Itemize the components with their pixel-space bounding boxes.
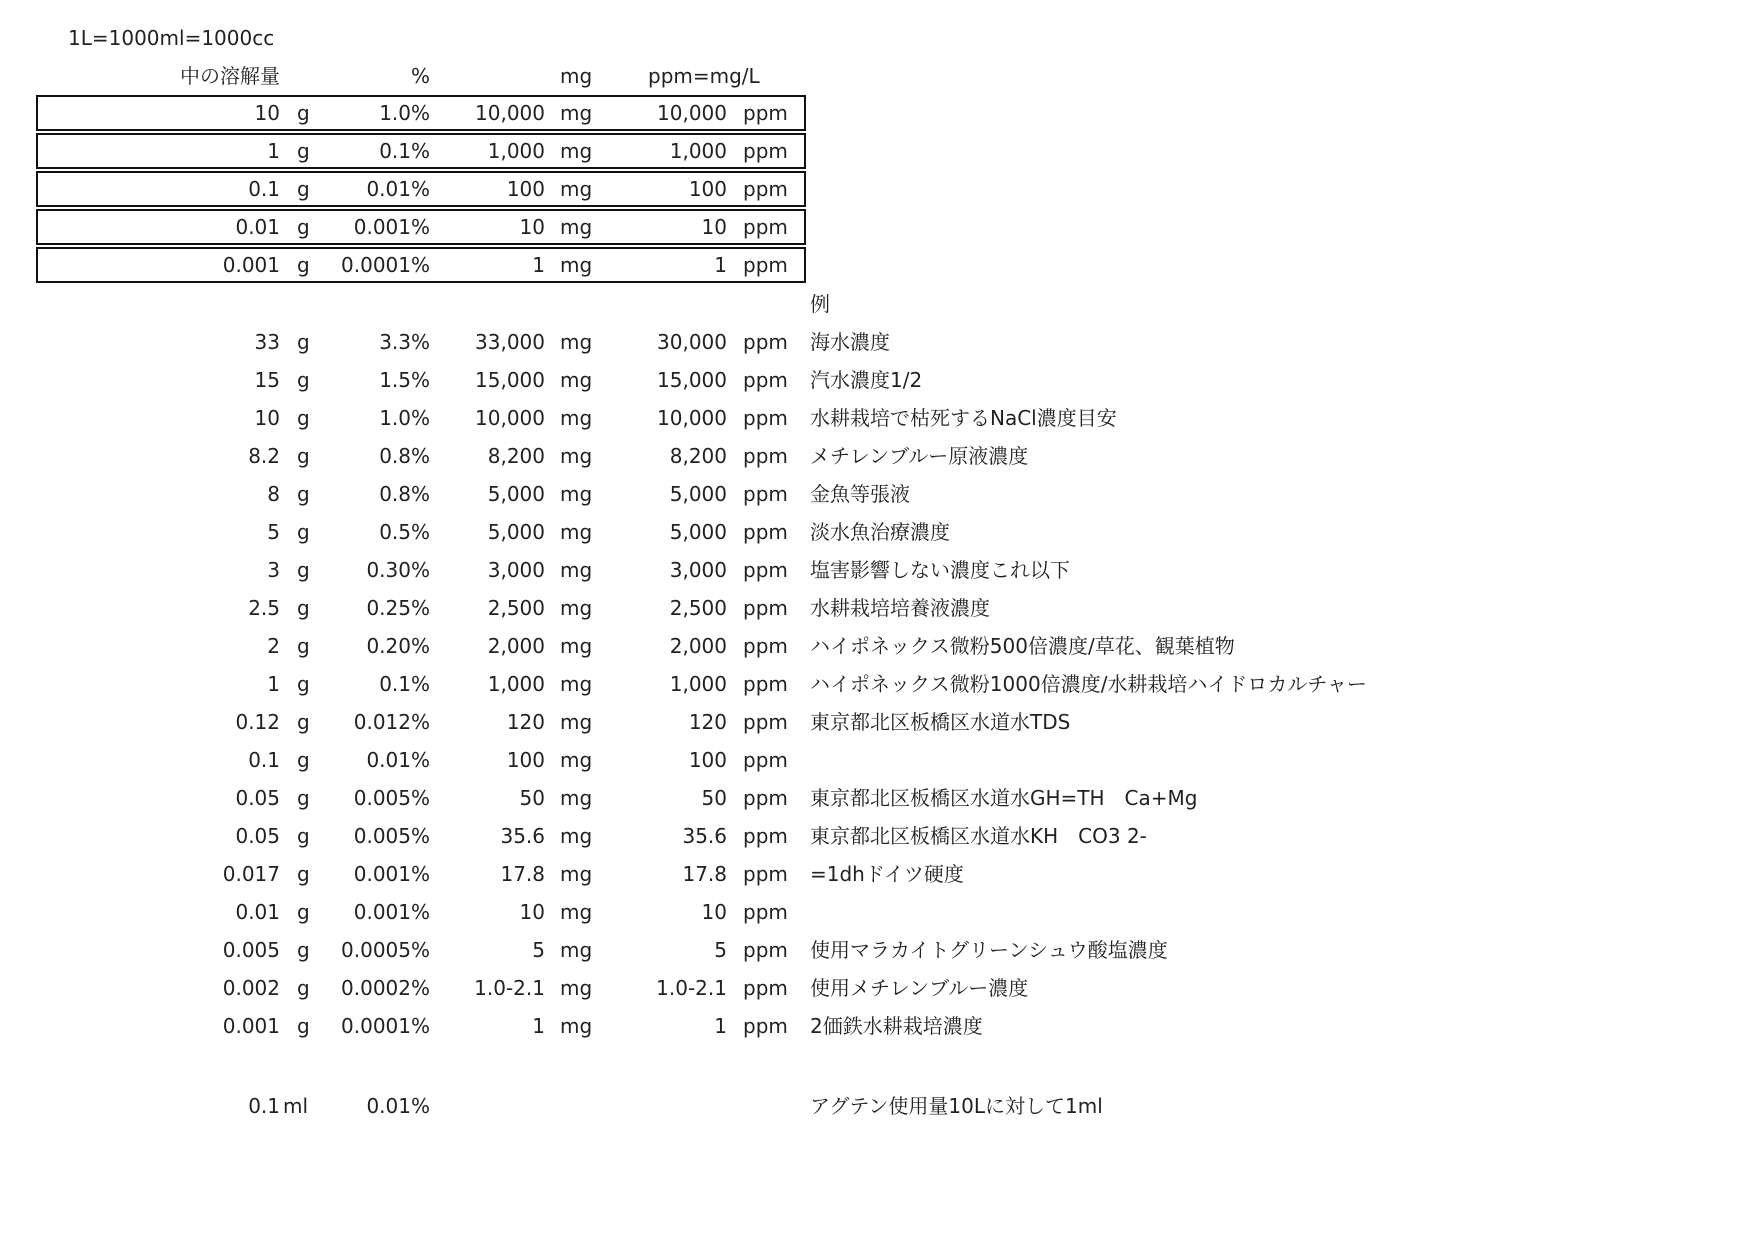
note-cell: 水耕栽培培養液濃度	[810, 596, 990, 620]
mg-unit-cell: mg	[560, 976, 593, 1000]
ppm-cell: 50	[701, 786, 727, 810]
ppm-unit-cell: ppm	[743, 482, 788, 506]
unit-cell: g	[297, 444, 310, 468]
ppm-unit-cell: ppm	[743, 177, 788, 201]
note-cell: 東京都北区板橋区水道水GH=TH Ca+Mg	[810, 786, 1198, 810]
amount-cell: 0.001	[222, 253, 280, 277]
volume-note: 1L=1000ml=1000cc	[68, 26, 275, 50]
mg-cell: 2,500	[487, 596, 545, 620]
mg-cell: 5,000	[487, 520, 545, 544]
mg-cell: 10,000	[475, 101, 545, 125]
column-header-mg: mg	[560, 64, 593, 88]
ppm-cell: 15,000	[657, 368, 727, 392]
amount-cell: 10	[254, 406, 280, 430]
note-cell	[810, 743, 1710, 777]
percent-cell: 0.30%	[366, 558, 430, 582]
unit-cell: g	[297, 634, 310, 658]
unit-cell: g	[297, 330, 310, 354]
mg-cell: 8,200	[487, 444, 545, 468]
unit-cell: g	[297, 596, 310, 620]
mg-cell: 120	[506, 710, 545, 734]
mg-cell: 1.0-2.1	[474, 976, 545, 1000]
amount-cell: 2.5	[248, 596, 280, 620]
note-cell: 東京都北区板橋区水道水TDS	[810, 710, 1071, 734]
ppm-unit-cell: ppm	[743, 368, 788, 392]
ppm-cell: 100	[688, 748, 727, 772]
percent-cell: 0.0002%	[341, 976, 430, 1000]
mg-cell: 5,000	[487, 482, 545, 506]
mg-unit-cell: mg	[560, 520, 593, 544]
note-cell: 塩害影響しない濃度これ以下	[810, 558, 1070, 582]
ppm-unit-cell: ppm	[743, 330, 788, 354]
ppm-unit-cell: ppm	[743, 900, 788, 924]
column-header-ppm: ppm=mg/L	[648, 64, 760, 88]
amount-cell: 0.01	[235, 215, 280, 239]
mg-unit-cell: mg	[560, 253, 593, 277]
mg-unit-cell: mg	[560, 786, 593, 810]
mg-cell: 100	[506, 748, 545, 772]
ppm-cell: 1,000	[669, 672, 727, 696]
note-cell: 水耕栽培で枯死するNaCl濃度目安	[810, 406, 1117, 430]
unit-cell: g	[297, 558, 310, 582]
percent-cell: 1.0%	[379, 101, 430, 125]
extra-amount: 0.1	[248, 1094, 280, 1118]
amount-cell: 0.12	[235, 710, 280, 734]
mg-cell: 17.8	[500, 862, 545, 886]
ppm-cell: 8,200	[669, 444, 727, 468]
amount-cell: 0.05	[235, 786, 280, 810]
ppm-cell: 10,000	[657, 406, 727, 430]
column-header-percent: %	[410, 64, 430, 88]
mg-cell: 1,000	[487, 139, 545, 163]
percent-cell: 0.001%	[353, 900, 430, 924]
extra-note: アグテン使用量10Lに対して1ml	[810, 1094, 1103, 1118]
note-cell: メチレンブルー原液濃度	[810, 444, 1029, 468]
amount-cell: 8	[267, 482, 280, 506]
unit-cell: g	[297, 672, 310, 696]
percent-cell: 1.5%	[379, 368, 430, 392]
ppm-cell: 100	[688, 177, 727, 201]
amount-cell: 15	[254, 368, 280, 392]
mg-unit-cell: mg	[560, 330, 593, 354]
mg-cell: 33,000	[475, 330, 545, 354]
unit-cell: g	[297, 253, 310, 277]
percent-cell: 0.25%	[366, 596, 430, 620]
unit-cell: g	[297, 710, 310, 734]
ppm-cell: 1,000	[669, 139, 727, 163]
percent-cell: 0.012%	[353, 710, 430, 734]
note-cell: 金魚等張液	[810, 482, 910, 506]
mg-unit-cell: mg	[560, 139, 593, 163]
percent-cell: 0.20%	[366, 634, 430, 658]
ppm-cell: 35.6	[682, 824, 727, 848]
ppm-unit-cell: ppm	[743, 862, 788, 886]
ppm-cell: 5,000	[669, 482, 727, 506]
ppm-unit-cell: ppm	[743, 938, 788, 962]
note-cell	[810, 895, 1710, 929]
percent-cell: 0.5%	[379, 520, 430, 544]
ppm-cell: 1.0-2.1	[656, 976, 727, 1000]
amount-cell: 0.01	[235, 900, 280, 924]
mg-unit-cell: mg	[560, 368, 593, 392]
ppm-unit-cell: ppm	[743, 1014, 788, 1038]
amount-cell: 0.1	[248, 748, 280, 772]
percent-cell: 0.001%	[353, 862, 430, 886]
unit-cell: g	[297, 748, 310, 772]
ppm-unit-cell: ppm	[743, 634, 788, 658]
ppm-cell: 1	[714, 253, 727, 277]
note-cell: 2価鉄水耕栽培濃度	[810, 1014, 983, 1038]
amount-cell: 5	[267, 520, 280, 544]
amount-cell: 2	[267, 634, 280, 658]
ppm-unit-cell: ppm	[743, 976, 788, 1000]
percent-cell: 0.01%	[366, 748, 430, 772]
ppm-unit-cell: ppm	[743, 139, 788, 163]
ppm-cell: 10,000	[657, 101, 727, 125]
unit-cell: g	[297, 177, 310, 201]
example-label: 例	[810, 292, 830, 316]
unit-cell: g	[297, 368, 310, 392]
ppm-unit-cell: ppm	[743, 786, 788, 810]
mg-unit-cell: mg	[560, 748, 593, 772]
mg-cell: 50	[519, 786, 545, 810]
amount-cell: 1	[267, 672, 280, 696]
amount-cell: 0.001	[222, 1014, 280, 1038]
unit-cell: g	[297, 520, 310, 544]
mg-unit-cell: mg	[560, 215, 593, 239]
extra-unit: ml	[283, 1094, 309, 1118]
mg-unit-cell: mg	[560, 177, 593, 201]
ppm-cell: 2,500	[669, 596, 727, 620]
percent-cell: 0.0005%	[341, 938, 430, 962]
ppm-unit-cell: ppm	[743, 824, 788, 848]
mg-cell: 2,000	[487, 634, 545, 658]
ppm-cell: 5	[714, 938, 727, 962]
unit-cell: g	[297, 1014, 310, 1038]
mg-cell: 10	[519, 900, 545, 924]
percent-cell: 0.1%	[379, 139, 430, 163]
ppm-unit-cell: ppm	[743, 596, 788, 620]
percent-cell: 0.005%	[353, 824, 430, 848]
mg-cell: 100	[506, 177, 545, 201]
note-cell: ハイポネックス微粉500倍濃度/草花、観葉植物	[810, 634, 1235, 658]
mg-cell: 15,000	[475, 368, 545, 392]
ppm-unit-cell: ppm	[743, 710, 788, 734]
percent-cell: 1.0%	[379, 406, 430, 430]
amount-cell: 0.017	[222, 862, 280, 886]
note-cell: =1dhドイツ硬度	[810, 862, 964, 886]
percent-cell: 0.01%	[366, 177, 430, 201]
mg-cell: 10,000	[475, 406, 545, 430]
ppm-cell: 10	[701, 900, 727, 924]
mg-cell: 1,000	[487, 672, 545, 696]
unit-cell: g	[297, 900, 310, 924]
percent-cell: 0.001%	[353, 215, 430, 239]
note-cell: 東京都北区板橋区水道水KH CO3 2-	[810, 824, 1147, 848]
extra-percent: 0.01%	[366, 1094, 430, 1118]
ppm-cell: 120	[688, 710, 727, 734]
unit-cell: g	[297, 101, 310, 125]
unit-cell: g	[297, 824, 310, 848]
percent-cell: 0.8%	[379, 482, 430, 506]
ppm-unit-cell: ppm	[743, 672, 788, 696]
mg-unit-cell: mg	[560, 824, 593, 848]
mg-unit-cell: mg	[560, 596, 593, 620]
unit-cell: g	[297, 215, 310, 239]
mg-cell: 1	[532, 253, 545, 277]
mg-unit-cell: mg	[560, 672, 593, 696]
amount-cell: 0.1	[248, 177, 280, 201]
ppm-unit-cell: ppm	[743, 253, 788, 277]
amount-cell: 8.2	[248, 444, 280, 468]
ppm-cell: 2,000	[669, 634, 727, 658]
mg-unit-cell: mg	[560, 444, 593, 468]
ppm-unit-cell: ppm	[743, 748, 788, 772]
mg-unit-cell: mg	[560, 101, 593, 125]
ppm-cell: 3,000	[669, 558, 727, 582]
percent-cell: 3.3%	[379, 330, 430, 354]
mg-unit-cell: mg	[560, 862, 593, 886]
percent-cell: 0.005%	[353, 786, 430, 810]
amount-cell: 33	[254, 330, 280, 354]
mg-cell: 1	[532, 1014, 545, 1038]
note-cell: 使用メチレンブルー濃度	[810, 976, 1029, 1000]
amount-cell: 3	[267, 558, 280, 582]
mg-cell: 10	[519, 215, 545, 239]
ppm-cell: 10	[701, 215, 727, 239]
mg-unit-cell: mg	[560, 482, 593, 506]
ppm-cell: 17.8	[682, 862, 727, 886]
ppm-cell: 5,000	[669, 520, 727, 544]
amount-cell: 10	[254, 101, 280, 125]
unit-cell: g	[297, 482, 310, 506]
unit-cell: g	[297, 139, 310, 163]
percent-cell: 0.0001%	[341, 253, 430, 277]
note-cell: 海水濃度	[810, 330, 890, 354]
mg-unit-cell: mg	[560, 710, 593, 734]
note-cell: 汽水濃度1/2	[810, 368, 923, 392]
mg-unit-cell: mg	[560, 634, 593, 658]
ppm-unit-cell: ppm	[743, 101, 788, 125]
unit-cell: g	[297, 938, 310, 962]
mg-unit-cell: mg	[560, 1014, 593, 1038]
mg-unit-cell: mg	[560, 406, 593, 430]
unit-cell: g	[297, 976, 310, 1000]
amount-cell: 0.005	[222, 938, 280, 962]
mg-unit-cell: mg	[560, 558, 593, 582]
unit-cell: g	[297, 862, 310, 886]
ppm-cell: 1	[714, 1014, 727, 1038]
amount-cell: 0.05	[235, 824, 280, 848]
mg-cell: 3,000	[487, 558, 545, 582]
column-header-dissolved: 中の溶解量	[180, 64, 280, 88]
ppm-unit-cell: ppm	[743, 444, 788, 468]
mg-cell: 5	[532, 938, 545, 962]
amount-cell: 0.002	[222, 976, 280, 1000]
percent-cell: 0.8%	[379, 444, 430, 468]
mg-unit-cell: mg	[560, 900, 593, 924]
percent-cell: 0.0001%	[341, 1014, 430, 1038]
note-cell: 淡水魚治療濃度	[810, 520, 950, 544]
mg-cell: 35.6	[500, 824, 545, 848]
unit-cell: g	[297, 786, 310, 810]
ppm-unit-cell: ppm	[743, 215, 788, 239]
ppm-cell: 30,000	[657, 330, 727, 354]
ppm-unit-cell: ppm	[743, 406, 788, 430]
note-cell: 使用マラカイトグリーンシュウ酸塩濃度	[810, 938, 1168, 962]
note-cell: ハイポネックス微粉1000倍濃度/水耕栽培ハイドロカルチャー	[810, 672, 1367, 696]
ppm-unit-cell: ppm	[743, 520, 788, 544]
ppm-unit-cell: ppm	[743, 558, 788, 582]
amount-cell: 1	[267, 139, 280, 163]
mg-unit-cell: mg	[560, 938, 593, 962]
unit-cell: g	[297, 406, 310, 430]
percent-cell: 0.1%	[379, 672, 430, 696]
